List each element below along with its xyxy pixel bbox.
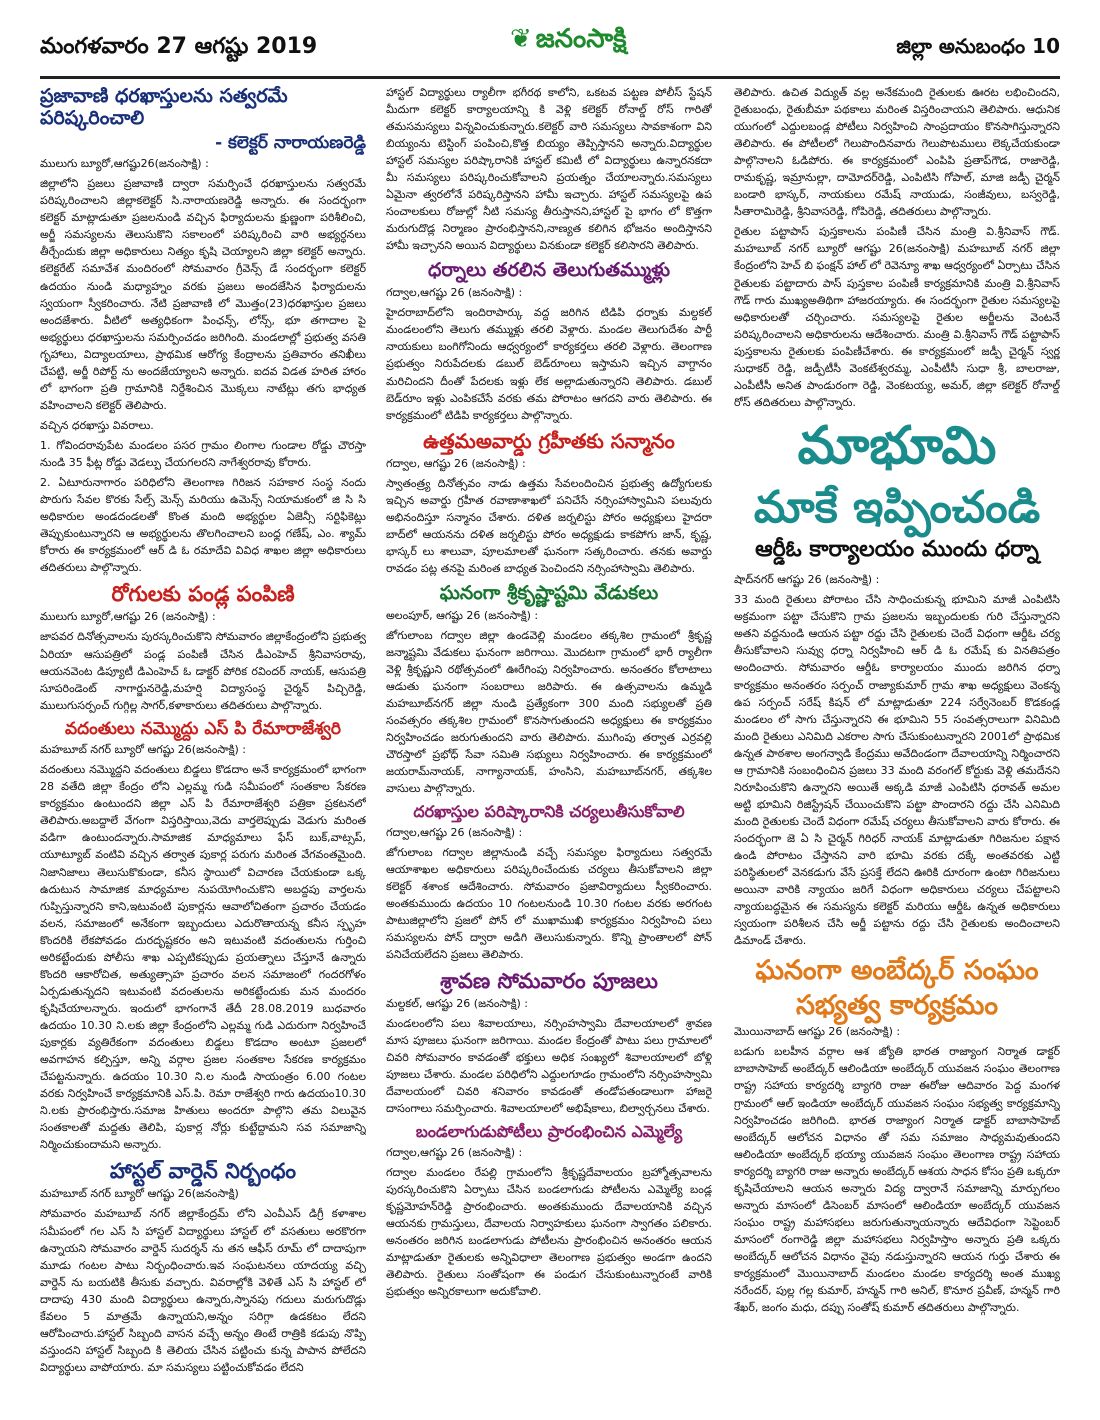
paragraph: జోగులాంబ గద్వాల జిల్లా ఉండవెల్లి మండలం తక్కశిల గ్రామంలో శ్రీకృష్ణ జన్మాష్టమి వేడుకలు ఘనంగా జరిగాయి. మొదటగా గ్రామంలో భారీ ర్యాలీగా వెళ్లి శ్రీకృష్ణుని రథోత్సవంలో ఊరేగింపు నిర్వహించారు. అనంతరం కోలాటాలు ఆడుతు ఘనంగా సంబరాలు జరిపారు. ఈ ఉత్సవాలను ఉమ్మడి మహబూబ్‌నగర్ జిల్లా నుండి ప్రత్యేకంగా 300 మంది సభ్యులతో ప్రతి సంవత్సరం తక్కశిల గ్రామంలో కొనసాగుతుందని అధ్యక్షులు ఈ కార్యక్రమం నిర్వహించడం జరుగుతుందని వారు తెలిపారు. ముగింపు తర్వాత ఎర్రవల్లి చౌరస్తాలో ప్రభోధ్ సేవా సమితి సభ్యులు నిర్వహించారు. ఈ కార్యక్రమంలో జయరామ్‌నాయక్, నాగ్యానాయక్, హంసిని, మహబూబ్‌నగర్, తక్కశిల వాసులు పాల్గొన్నారు. [386,628,712,796]
article-rumours [40,720,366,1154]
paragraph: హైదరాబాద్‌లోని ఇందిరాపార్కు వద్ద జరిగిన టిడిపి ధర్నాకు మల్దకల్ మండలంలోని తెలుగు తమ్ముళ్లు తరలి వెళ్లారు. మండల తెలుగుదేశం పార్టీ నాయకులు బంగిగోనిందు ఆధ్వర్యంలో కార్యకర్తలు తరలి వెళ్లారు. తెలంగాణ ప్రభుత్వం నిరుపేదలకు డబుల్ బెడ్‌రూంలు ఇస్తామని ఇచ్చిన వాగ్దానం మరిచిందని దీంతో పేదలకు ఇళ్లు లేక అల్లాడుతున్నారని తెలిపారు. డబుల్ బెడ్‌రూం ఇళ్లు ఎంపికచేసే వరకు తమ పోరాటం ఆగదని వారు తెలిపారు. ఈ కార్యక్రమంలో టిడిపి కార్యకర్తలు పాల్గొన్నారు. [386,306,712,422]
article-subheadline: సభ్యత్వ కార్యక్రమం [795,990,999,1022]
paragraph: 33 మంది రైతులు పోరాటం చేసి సాధించుకున్న భూమిని మాజీ ఎంపిటిసి అక్రమంగా పట్టా చేసుకొని గ్రామ ప్రజలను ఇబ్బందులకు గురి చేస్తున్నారని అతని వద్దనుండి ఆయన పట్టా రద్దు చేసి రైతులకు చెందే విధంగా ఆర్డీఓ చర్య తీసుకోవాలని సువ్వు ధర్నా నిర్వహించి ఆర్ డి ఓ రమేష్ కు వినతిపత్రం అందించారు. సోమవారం ఆర్డీఓ కార్యాలయం ముందు జరిగిన ధర్నా కార్యక్రమం అనంతరం సర్పంచ్ రాజ్యాకుమార్ గ్రామ శాఖ అధ్యక్షులు వెంకన్న ఉప సర్పంచ్ సరేష్ కిషన్ లో మాట్లాడుతూ 224 సర్వేనెంబర్ కొడకండ్ల మండలం లో సాగు చేస్తున్నారని ఈ భూమిని 55 సంవత్సరాలుగా వినిమిది మంది రైతులు ఎనిమిది ఎకరాల సాగు చేసుకుంటున్నారని 2001లో ప్రాథమిక ఉన్నత పాఠశాల అంగన్వాడి కేంద్రము అవేదిండంగా దేవాలయాన్ని నిర్మించారని ఆ గ్రామానికి సంబంధించిన ప్రజలు 33 మంది వరంగల్ కోర్టుకు వెళ్లి తమదేనని నిరూపించుకొని ఉన్నారని అయితే అక్కడి మాజీ ఎంపిటిసి ధరావత్ అమల అట్టి భూమిని రిజిస్ట్రేషన్ చేయించుకొని పట్టా పొందారని రద్దు చేసి ఎనిమిది మంది రైతులకు చెందే విధంగా రమేష్ చర్యలు తీసుకోవాలని వారు కోరారు. ఈ సందర్భంగా జె ఏ సి చైర్మన్ గిరిధర్ నాయక్ మాట్లాడుతూ గిరిజనుల పక్షాన ఉండి పోరాటం చేస్తానని వారి భూమి వరకు దక్కే అంతవరకు ఎట్టి పరిస్థితులలో వెనకడుగు వేసే ప్రసక్తే లేదని ఊరికి దూరంగా ఉంటా గిరిజనులు అయినా వారికి న్యాయం జరిగే విధంగా అధికారులు చర్యలు చేపట్టాలని న్యాయబద్ధమైన ఈ సమస్యను కలెక్టర్ మరియు ఆర్డీఓ ఉన్నత అధికారులు స్వయంగా పరిశీలన చేసి అర్జీ పట్టాను రద్దు చేసి రైతులకు అందించాలని డిమాండ్ చేశారు. [734,593,1060,948]
article-body [386,1164,712,1300]
article-dateline: మల్దకల్, ఆగష్టు 26 (జనంసాక్షి) : [386,997,529,1011]
article-dateline: గద్వాల,ఆగష్టు 26 (జనంసాక్షి) : [386,1145,523,1159]
article-body [734,1043,1060,1316]
article-dateline: మహబూబ్ నగర్ బ్యూరో ఆగష్టు 26(జనంసాక్షి) : [40,743,247,757]
paragraph: తెలిపారు. ఉచిత విద్యుత్ వల్ల అనేకమంది రైతులకు ఊరట లభించిందని, రైతుబంధు, రైతుబీమా పథకాలు మరింత విస్తరించాయని తెలిపారు. ఆధునిక యుగంలో ఎద్దులబండ్ల పోటీలు నిర్వహించి సాంప్రదాయం కొనసాగిస్తున్నారని తెలిపారు. ఈ పోటీలలో గెలుపొందినవారు గెలుపొటములు లెక్కచేయకుండా పాల్గొనాలని ఓడిపోరు. ఈ కార్యక్రమంలో ఎంపిపి ప్రతాప్‌గౌడ, రాజారెడ్డి, రామకృష్ణ, ఇమ్రానుల్లా, దామోదర్‌రెడ్డి, ఎంపిటిసి గోపాల్, మాజి జడ్పీ చైర్మన్ బండారి భాస్కర్, నాయకులు రమేష్ నాయుడు, సంజీవులు, బస్వరెడ్డి, సీతారామిరెడ్డి, శ్రీనివాసరెడ్డి, గోపిరెడ్డి, తదితరులు పాల్గొన్నారు. [734,86,1060,219]
article-prajavani [40,86,366,576]
article-headline: వదంతులు నమ్మొద్దు ఎస్ పి రేమారాజేశ్వరి [65,718,341,739]
article-headline: ఉత్తమఅవార్డు గ్రహీతకు సన్మానం [423,428,675,453]
article-applications [386,803,712,963]
article-body [386,304,712,423]
paragraph: బడుగు బలహీన వర్గాల ఆశ జ్యోతి భారత రాజ్యాంగ నిర్మాత డాక్టర్ బాబాసాహెబ్ అంబేద్కర్ ఆలిండియా అంబేద్కర్ యువజన సంఘం తెలంగాణ రాష్ట్ర సహాయ కార్యదర్శి బ్యాగరి రాజు ఈరోజు ఆదివారం పెద్ద మంగళ గ్రామంలో ఆల్ ఇండియా అంబేద్కర్ యువజన సంఘం సభ్యత్వ కార్యక్రమాన్ని నిర్వహించడం జరిగింది. భారత రాజ్యాంగ నిర్మాత డాక్టర్ బాబాసాహెబ్ అంబేద్కర్ ఆలోచన విధానం తో సమ సమాజం సాధ్యమవుతుందని ఆలిండియా అంబేద్కర్ భయ్యా యువజన సంఘం తెలంగాణ రాష్ట్ర సహాయ కార్యదర్శి బ్యాగరి రాజు అన్నారు అంబేద్కర్ ఆశయ సాధన కోసం ప్రతి ఒక్కరూ కృషిచేయాలని ఆయన అన్నారు విద్య ద్వారానే సమాజాన్ని మార్పుగలం అన్నారు మాసంలో డిసెంబర్ మాసంలో ఆలిండియా అంబేద్కర్ యువజన సంఘం రాష్ట్ర మహాసభలు జరుగుతున్నాయన్నారు ఆదేవిధంగా సెప్టెంబర్ మాసంలో రంగారెడ్డి జిల్లా మహాసభలు నిర్వహిస్తాం అన్నారు ప్రతి ఒక్కరు అంబేద్కర్ ఆలోచన విధానం వైపు నడుస్తున్నారని ఆయన గుర్తు చేశారు ఈ కార్యక్రమంలో మొయినాబాద్ మండలం మండల కార్యదర్శి అంత ముఖ్య నరేందర్, పుల్ల గల్ల కుమార్, హన్మన్ గారి అనిల్, కొనూర ప్రవీణ్, హన్మన్ గారి శేఖర్, జంగం మధు, దప్పు సంతోష్ కుమార్ తదితరులు పాల్గొన్నారు. [734,1045,1060,1315]
paragraph: జాపవర దినోత్సవాలను పురస్కరించుకొని సోమవారం జిల్లాకేంద్రంలోని ప్రభుత్వ ఏరియా ఆసుపత్రిలో పండ్ల పంపిణీ చేసిన డీఎంహెచ్ శ్రీనివాసరావు, ఆయనవెంట డిప్యూటీ డిఎంహెచ్ ఓ డాక్టర్ పోరిక రవిందర్ నాయక్, ఆసుపత్రి సూపరిండెంట్ నాగార్జునరెడ్డి,మహర్షి విద్యాసంస్థ చైర్మన్ పిచ్చిరెడ్డి, ములుగుసర్పంచ్ గుగ్గిల్ల సాగర్,కళాకారులు తదితరులు పాల్గొన్నారు. [40,630,366,712]
paragraph: రైతుల పట్టాపాస్ పుస్తకాలను పంపిణీ చేసిన మంత్రి వి.శ్రీనివాస్ గౌడ్. మహబూబ్ నగర్ బ్యూరో ఆగష్టు 26(జనంసాక్షి) మహబూబ్ నగర్ జిల్లా కేంద్రంలోని హెచ్ బి ఫంక్షన్ హాల్ లో రెవెన్యూ శాఖ ఆధ్వర్యంలో ఏర్పాటు చేసిన రైతులకు పట్టాదారు పాస్ పుస్తకాల పంపిణీ కార్యక్రమానికి మంత్రి వి.శ్రీనివాస్ గౌడ్ గారు ముఖ్యఅతిథిగా హాజరయ్యారు. ఈ సందర్భంగా రైతుల సమస్యలపై అధికారులతో చర్చించారు. సమస్యలపై రైతుల అర్జీలను వెంటనే పరిష్కరించాలని అధికారులను ఆదేశించారు. మంత్రి వి.శ్రీనివాస్ గౌడ్ పట్టాపాస్ పుస్తకాలను రైతులకు పంపిణీచేశారు. ఈ కార్యక్రమంలో జడ్పీ చైర్మన్ స్వర్ణ సుధాకర్ రెడ్డి, జడ్పీటీసీ వెంకటేశ్వరమ్మ, ఎంపీటీసీ సుధా శ్రీ, బాలరాజు, ఎంపీటీసీ అనిత పాండురంగా రెడ్డి, వెంకటయ్య, అమర్, జిల్లా కలెక్టర్ రోనాల్డ్ రోస్ తదితరులు పాల్గొన్నారు. [734,225,1060,409]
article-body [386,475,712,577]
article-bullock-race-continued [734,84,1060,411]
paragraph: సోమవారం మహబూబ్ నగర్ జిల్లాకేంద్రమ్ లోని ఎంవీఎస్ డిగ్రీ కళాశాల సమీపంలో గల ఎస్ సి హాస్టల్ విద్యార్థులు హాస్టల్ లో వసతులు అరకొరగా ఉన్నాయని సోమవారం వార్డెన్ సుదర్శన్ ను తన ఆఫీస్ రూమ్ లో దాదాపుగా మూడు గంటల పాటు నిర్బంధించారు.ఇవ సంఘటనలు యాదయ్య వచ్చి వార్డెన్ ను బయటికి తీసుకు వచ్చారు. వివరాల్లోకి వెళితే ఎస్ సి హాస్టల్ లో దాదాపు 430 మంది విద్యార్థులు ఉన్నారు,స్నానపు గదులు మరుగుదొడ్లు కేవలం 5 మాత్రమే ఉన్నాయని,అన్నం సరిగ్గా ఉడకటం లేదని ఆరోపించారు.హాస్టల్ సిబ్బంది వాసన వచ్చే అన్నం తింటే రాత్రికి కడుపు నొప్పి వస్తుందని హాస్టల్ సిబ్బంది కి తెలియ చేసిన పట్టించు కున్న పాపాన పోలేదని విద్యార్థులు వాపోయారు. మా సమస్యలు పట్టించుకోవడం లేదని [40,1207,366,1374]
article-dateline: షాద్‌నగర్ ఆగష్టు 26 (జనంసాక్షి) : [734,573,880,587]
paragraph: మండలంలోని పలు శివాలయాలు, నర్సింహస్వామి దేవాలయాలలో శ్రావణ మాస పూజలు ఘనంగా జరిగాయి. మండల కేంద్రంతో పాటు పలు గ్రామాలలో చివరి సోమవారం కావడంతో భక్తులు అధిక సంఖ్యలో శివాలయాలలో బోళ్లి పూజలు చేశారు. మండల పరిధిలోని ఎద్దులగూడం గ్రామంలోని నర్సింహస్వామి దేవాలయంలో చివరి శనివారం కావడంతో తండోపతండాలుగా హాజరై దాసంగాలు సమర్పించారు. శివాలయాలలో అభిషేకాలు, బిల్వార్చనలు చేశారు. [386,1017,712,1116]
logo-text: జనంసాక్షి [535,24,627,54]
leaf-icon: ❦ [510,24,532,54]
article-headline: రోగులకు పండ్ల పంపిణి [111,582,295,607]
article-body [734,84,1060,411]
article-sravana-pujas [386,969,712,1117]
column-3 [734,84,1060,1404]
article-body [40,761,366,1153]
article-ambedkar-sangham [734,955,1060,1316]
article-headline: దరఖాస్తుల పరిష్కారానికి చర్యలుతీసుకోవాలి [413,802,685,822]
article-body [386,84,712,254]
paragraph: 1. గోవిందరావుపేట మండలం పసర గ్రామం లింగాల గుండాల రోడ్డు చౌరస్తా నుండి 35 ఫీట్ల రోడ్డు వెడల్పు చేయగలరని నాగేశ్వరరావు కోరారు. [40,438,366,469]
paragraph: వచ్చిన ధరఖాస్తు వివరాలు. [40,418,154,432]
paragraph: స్వాతంత్ర్య దినోత్సవం నాడు ఉత్తమ సేవలందించిన ప్రభుత్వ ఉద్యోగులకు ఇచ్చిన అవార్డు గ్రహీత రవాణాశాఖలో పనిచేసే నర్సింహాస్వామిని పలువురు అభినందిస్తూ సన్మానం చేశారు. దళిత జర్నలిస్టు పోరం అధ్యక్షులు హైదరా బాద్‌లో ఆయనను దళిత జర్నలిస్టు పోరం అధ్యక్షుడు కాకపోగు జాన్, కృష్ణ, భాస్కర్ లు శాలువా, పూలమాలతో ఘనంగా సత్కరించారు. తనకు అవార్డు రావడం పట్ల తనపై మరింత బాధ్యత పెంచిందని నర్సింహాస్వామి తెలిపారు. [386,476,712,575]
feature-headline-line2: మాకే ఇప్పించండి [753,481,1041,533]
column-2 [386,84,712,1404]
article-dateline: మొయినాబాద్ ఆగష్టు 26 (జనంసాక్షి) : [734,1025,901,1039]
article-body [40,175,366,576]
article-dateline: ములుగు బ్యూరో,ఆగష్టు 26 (జనంసాక్షి) : [40,610,216,624]
article-dateline: గద్వాల,ఆగష్టు 26 (జనంసాక్షి) : [386,825,523,839]
page-number: జిల్లా అనుబంధం 10 [896,34,1060,58]
page-header [40,20,1060,79]
paragraph: వదంతులు నమ్మొద్దని వదంతులు బిడ్డలు కొడదాం అనే కార్యక్రమంలో భాగంగా 28 వతేది జిల్లా కేంద్రం లోని ఎల్లమ్మ గుడి సమీపంలో సంతకాల సేకరణ కార్యక్రమం ఉంటుందని జిల్లా ఎస్ పి రేమారాజేశ్వరి పత్రికా ప్రకటనలో తెలిపారు.అబద్దాలే వేగంగా విస్తరిస్తాయి,వెదు వార్తలెప్పుడు వెడుగు మరింత వడిగా ఉంటుందన్నారు.సామాజిక మాధ్యమాలు ఫేస్ బుక్,వాట్సప్, యూట్యూబ్ వంటివి వచ్చిన తర్వాత పుకార్ల పరుగు మరింత వేగవంతమైంది. నిజానిజాలు తెలుసుకొకుండా, కనీస స్థాయిలో విచారణ చేయకుండా ఒక్క ఉదుటున సామాజిక మాధ్యమాల నుపయోగించుకొని అబద్దపు వార్తలను గుప్పిస్తున్నారని కాని,ఇటువంటి పుకార్లను ఆవాలోచితంగా ప్రచారం చేయడం వలన, సమాజంలో అనేకంగా ఇబ్బందులు ఎదురొతాయన్న కనీస స్పృహ కొందరికి లేకపోవడం దురదృష్టకరం అని ఇటువంటి వదంతులను గుర్తించి అరికట్టేందుకు పోలీసు శాఖ ఎప్పటికప్పుడు ప్రయత్నాలు చేస్తూనే ఉన్నారు కొందరి ఆకారోచిత, అత్యుత్సాహ ప్రచారం వలన సమాజంలో గందరగోళం ఏర్పడుతున్నదని ఇటువంటి వదంతులను అరికట్టేందుకు మన మందరం కృషిచేయాలన్నారు. ఇందులో భాగంగానే తేదీ 28.08.2019 బుధవారం ఉదయం 10.30 ని.లకు జిల్లా కేంద్రంలోని ఎల్లమ్మ గుడి ఎదురుగా నిర్వహించే పుకార్లకు వ్యతిరేకంగా వదంతులు బిడ్డలు కొడదాం అంటూ ప్రజలలో అవగాహన కల్పిస్తూ, అన్ని వర్గాల ప్రజల సంతకాల సేకరణ కార్యక్రమం చేపట్టనున్నారు. ఉదయం 10.30 ని.ల నుండి సాయంత్రం 6.00 గంటల వరకు నిర్వహించే కార్యక్రమానికి ఎస్.పి. రెమా రాజేశ్వరి గారు ఉదయం10.30 ని.లకు ప్రారంభిస్తారు.సమాజ హితులు అందరూ పాల్గొని తమ విలువైన సంతకాలతో మద్దతు తెలిపి, పుకార్ల నోర్లు కుట్టేద్దామని సవ సమాజాన్ని నిర్మించుకుందామని అన్నారు. [40,763,366,1152]
paragraph: హాస్టల్ విద్యార్థులు ర్యాలీగా భగీరథ కాలోని, ఒకటవ పట్టణ పోలీస్ స్టేషన్ మీదుగా కలెక్టర్ కార్యాలయాన్ని కి వెళ్లి కలెక్టర్ రోనాల్డ్ రోస్ గారితో తమసమస్యలు విన్నవించుకున్నారు.కలెక్టర్ వారి సమస్యలు సావకాశంగా విని బియ్యంను టెస్టింగ్ పంపించి,కొత్త బియ్యం తెప్పిస్తానని అన్నారు.విద్యార్థుల హాస్టల్ సమస్యల పరిష్కారానికి హాస్టల్ కమిటీ లో విద్యార్థులు ఉన్నారనకదా మీ సమస్యలు పరిష్కరించుకోవాలని ప్రయత్నం చేయాలన్నారు.సమస్యలు ఏమైనా త్వరలోనే పరిష్కరిస్తానని హామీ ఇచ్చారు. హాస్టల్ సమస్యలపై ఉప సంచాలకులు రోజుల్లో నీటి సమస్య తీరుస్తానని,హాస్టల్ పై భాగం లో కొత్తగా మరుగుదొడ్ల నిర్మాణం ప్రారంభిస్తానని,నాణ్యత కలిగిన భోజనం అందిస్తానని హామీ ఇచ్చానని అయిన విద్యార్థులు వినకుండా కలెక్టర్ కలిసారని తెలిపారు. [386,86,712,253]
article-headline: ఘనంగా అంబేద్కర్ సంఘం [755,955,1039,987]
article-headline: శ్రావణ సోమవారం పూజలు [440,968,658,993]
article-fruits-distribution [40,582,366,713]
article-krishnashtami [386,583,712,797]
column-1 [40,84,366,1404]
feature-headline-line1: మాభూమి [797,415,997,476]
feature-subheadline: ఆర్డీఓ కార్యాలయం ముందు ధర్నా [755,537,1039,563]
article-headline: ధర్నాలు తరలిన తెలుగుతమ్ముళ్లు [427,259,671,282]
article-hostel-continued [386,84,712,254]
article-dateline: ములుగు బ్యూరో,ఆగష్టు26(జనంసాక్షి) : [40,157,209,171]
article-subheadline: - కలెక్టర్ నారాయణరెడ్డి [215,132,366,153]
article-dateline: గద్వాల,ఆగష్టు 26 (జనంసాక్షి) : [386,286,523,300]
masthead-logo [510,24,627,60]
article-body [386,844,712,963]
article-land-dharna [734,417,1060,949]
article-dateline: అలంపూర్, ఆగష్టు 26 (జనంసాక్షి) : [386,608,539,622]
article-headline: బండలాగుడుపోటీలు ప్రారంభించిన ఎమ్మెల్యే [415,1122,683,1142]
article-hostel-warden [40,1159,366,1376]
article-body [386,1015,712,1117]
paragraph: గద్వాల మండలం రేపల్లి గ్రామంలోని శ్రీకృష్ణదేవాలయం బ్రహ్మోత్సవాలను పురస్కరించుకొని ఏర్పాటు చేసిన బండలాగుడు పోటీలను ఎమ్మెల్యే బండ్ల కృష్ణమోహన్‌రెడ్డి ప్రారంభించారు. అంతకుముందు దేవాలయానికి వచ్చిన ఆయనకు గ్రామస్తులు, దేవాలయ నిర్వాహకులు ఘనంగా స్వాగతం పలికారు. అనంతరం జరిగిన బండలాగుడు పోటీలను ప్రారంభించిన అనంతరం ఆయన మాట్లాడుతూ రైతులకు అన్నివిధాలా తెలంగాణ ప్రభుత్వం అండగా ఉందని తెలిపారు. రైతులు సంతోషంగా ఈ పండుగ చేసుకుంటున్నారంటే వారికి ప్రభుత్వం అన్నిరకాలుగా అదుకోవాలి. [386,1165,712,1299]
paragraph: 2. ఏటూరునాగారం పరిధిలోని తెలంగాణ గిరిజన సహకార సంస్థ నందు పొరుగు సేవల కొరకు సేల్స్ మెన్స్ మరియు ఉమెన్స్ నియామకంలో జి సి సి అధికారుల అండదండలతో కొంత మంది అభ్యర్థుల ఏజెన్సీ సర్టిఫికెట్లు తెప్పుకుంటున్నారని ఆ అభ్యర్థులను తొలగించాలని బంధ్ల గణేష్, ఎం. శ్యామ్ కోరారు ఈ కార్యక్రమంలో ఆర్ డి ఓ రమాదేవి వివిధ శాఖల జిల్లా అధికారులు తదితరులు పాల్గొన్నారు. [40,476,366,575]
article-body [40,628,366,713]
article-headline: హాస్టల్ వార్డెన్ నిర్బంధం [109,1159,297,1184]
article-dateline: మహబూబ్ నగర్ బ్యూరో ఆగష్టు 26(జనంసాక్షి) [40,1187,239,1201]
article-dateline: గద్వాల, ఆగష్టు 26 (జనంసాక్షి) : [386,456,526,470]
article-body [386,627,712,797]
issue-date: మంగళవారం 27 ఆగష్టు 2019 [40,34,318,59]
article-headline: ప్రజావాణి ధరఖాస్తులను సత్వరమే పరిష్కరించాలి [40,85,288,129]
article-award-felicitation [386,430,712,577]
article-headline: ఘనంగా శ్రీకృష్ణాష్టమి వేడుకలు [439,581,659,604]
paragraph: జిల్లాలోని ప్రజలు ప్రజావాణి ద్వారా సమర్పించే ధరఖాస్తులను సత్వరమే పరిష్కరించాలని జిల్లాకలెక్టర్ సి.నారాయణరెడ్డి అన్నారు. ఈ సందర్భంగా కలెక్టర్ మాట్లాడుతూ ప్రజలనుండి వచ్చిన ఫిర్యాదులను క్షుణ్ణంగా పరిశీలించి, అర్జీ సమస్యలను తెలుసుకొని సకాలంలో పరిష్కరించి వారి అభ్యర్ధనలు తీర్చేందుకు జిల్లా అధికారులు నిత్యం కృషి చెయ్యాలని జిల్లా కలెక్టర్ అన్నారు. కలెక్టరేట్ సమావేశ మందిరంలో సోమవారం గ్రీవెన్స్ డే సందర్భంగా కలెక్టర్ ఉదయం నుండి మధ్యాహ్నం వరకు ప్రజలు అందజేసిన ఫిర్యాదులను స్వయంగా స్వీకరించారు. నేటి ప్రజావాణి లో మొత్తం(23)ధరఖాస్తుల ప్రజలు అందజేశారు. వీటిలో అత్యధికంగా పింఛన్స్, లోన్స్, భూ తగాదాల పై అభ్యర్థులు ధరఖాస్తులను సమర్పించడం జరిగింది. మండలాల్లో ప్రభుత్వ వసతి గృహాలు, విద్యాలయాలు, ప్రాథమిక ఆరోగ్య కేంద్రాలను ప్రతివారం తనిఖీలు చేపట్టి, అర్జీ రిపోర్ట్ ను అందజేయ్యాలని అన్నారు. ఐదవ విడత హరిత హారం లో భాగంగా ప్రతి గ్రామానికి నిర్దేశించిన మొక్కలు నాటేట్లు తగు భాధ్యత వహించాలని కలెక్టర్ తెలిపారు. [40,177,366,412]
article-body [40,1205,366,1375]
article-tdp-dharna [386,260,712,423]
paragraph: జోగులాంబ గద్వాల జిల్లానుండి వచ్చే సమస్యల ఫిర్యాదులు సత్వరమే ఆయాశాఖల అధికారులు పరిష్కరించేందుకు చర్యలు తీసుకోవాలని జిల్లా కలెక్టర్ శశాంక ఆదేశించారు. సోమవారం ప్రజావిర్యాదులు స్వీకరించారు. అంతకుముందు ఉదయం 10 గంటలనుండి 10.30 గంటల వరకు అరగంట పాటుజిల్లాలోని ప్రజలో పోన్ లో ముఖాముఖి కార్యక్రమం నిర్వహించి పలు సమస్యలను పోన్ ద్వారా అడిగి తెలుసుకున్నారు. కొన్ని ప్రాంతాలలో పోన్ పనిచేయలేదని ప్రజలు తెలిపారు. [386,845,712,961]
article-body [734,591,1060,949]
article-bullock-race [386,1123,712,1300]
